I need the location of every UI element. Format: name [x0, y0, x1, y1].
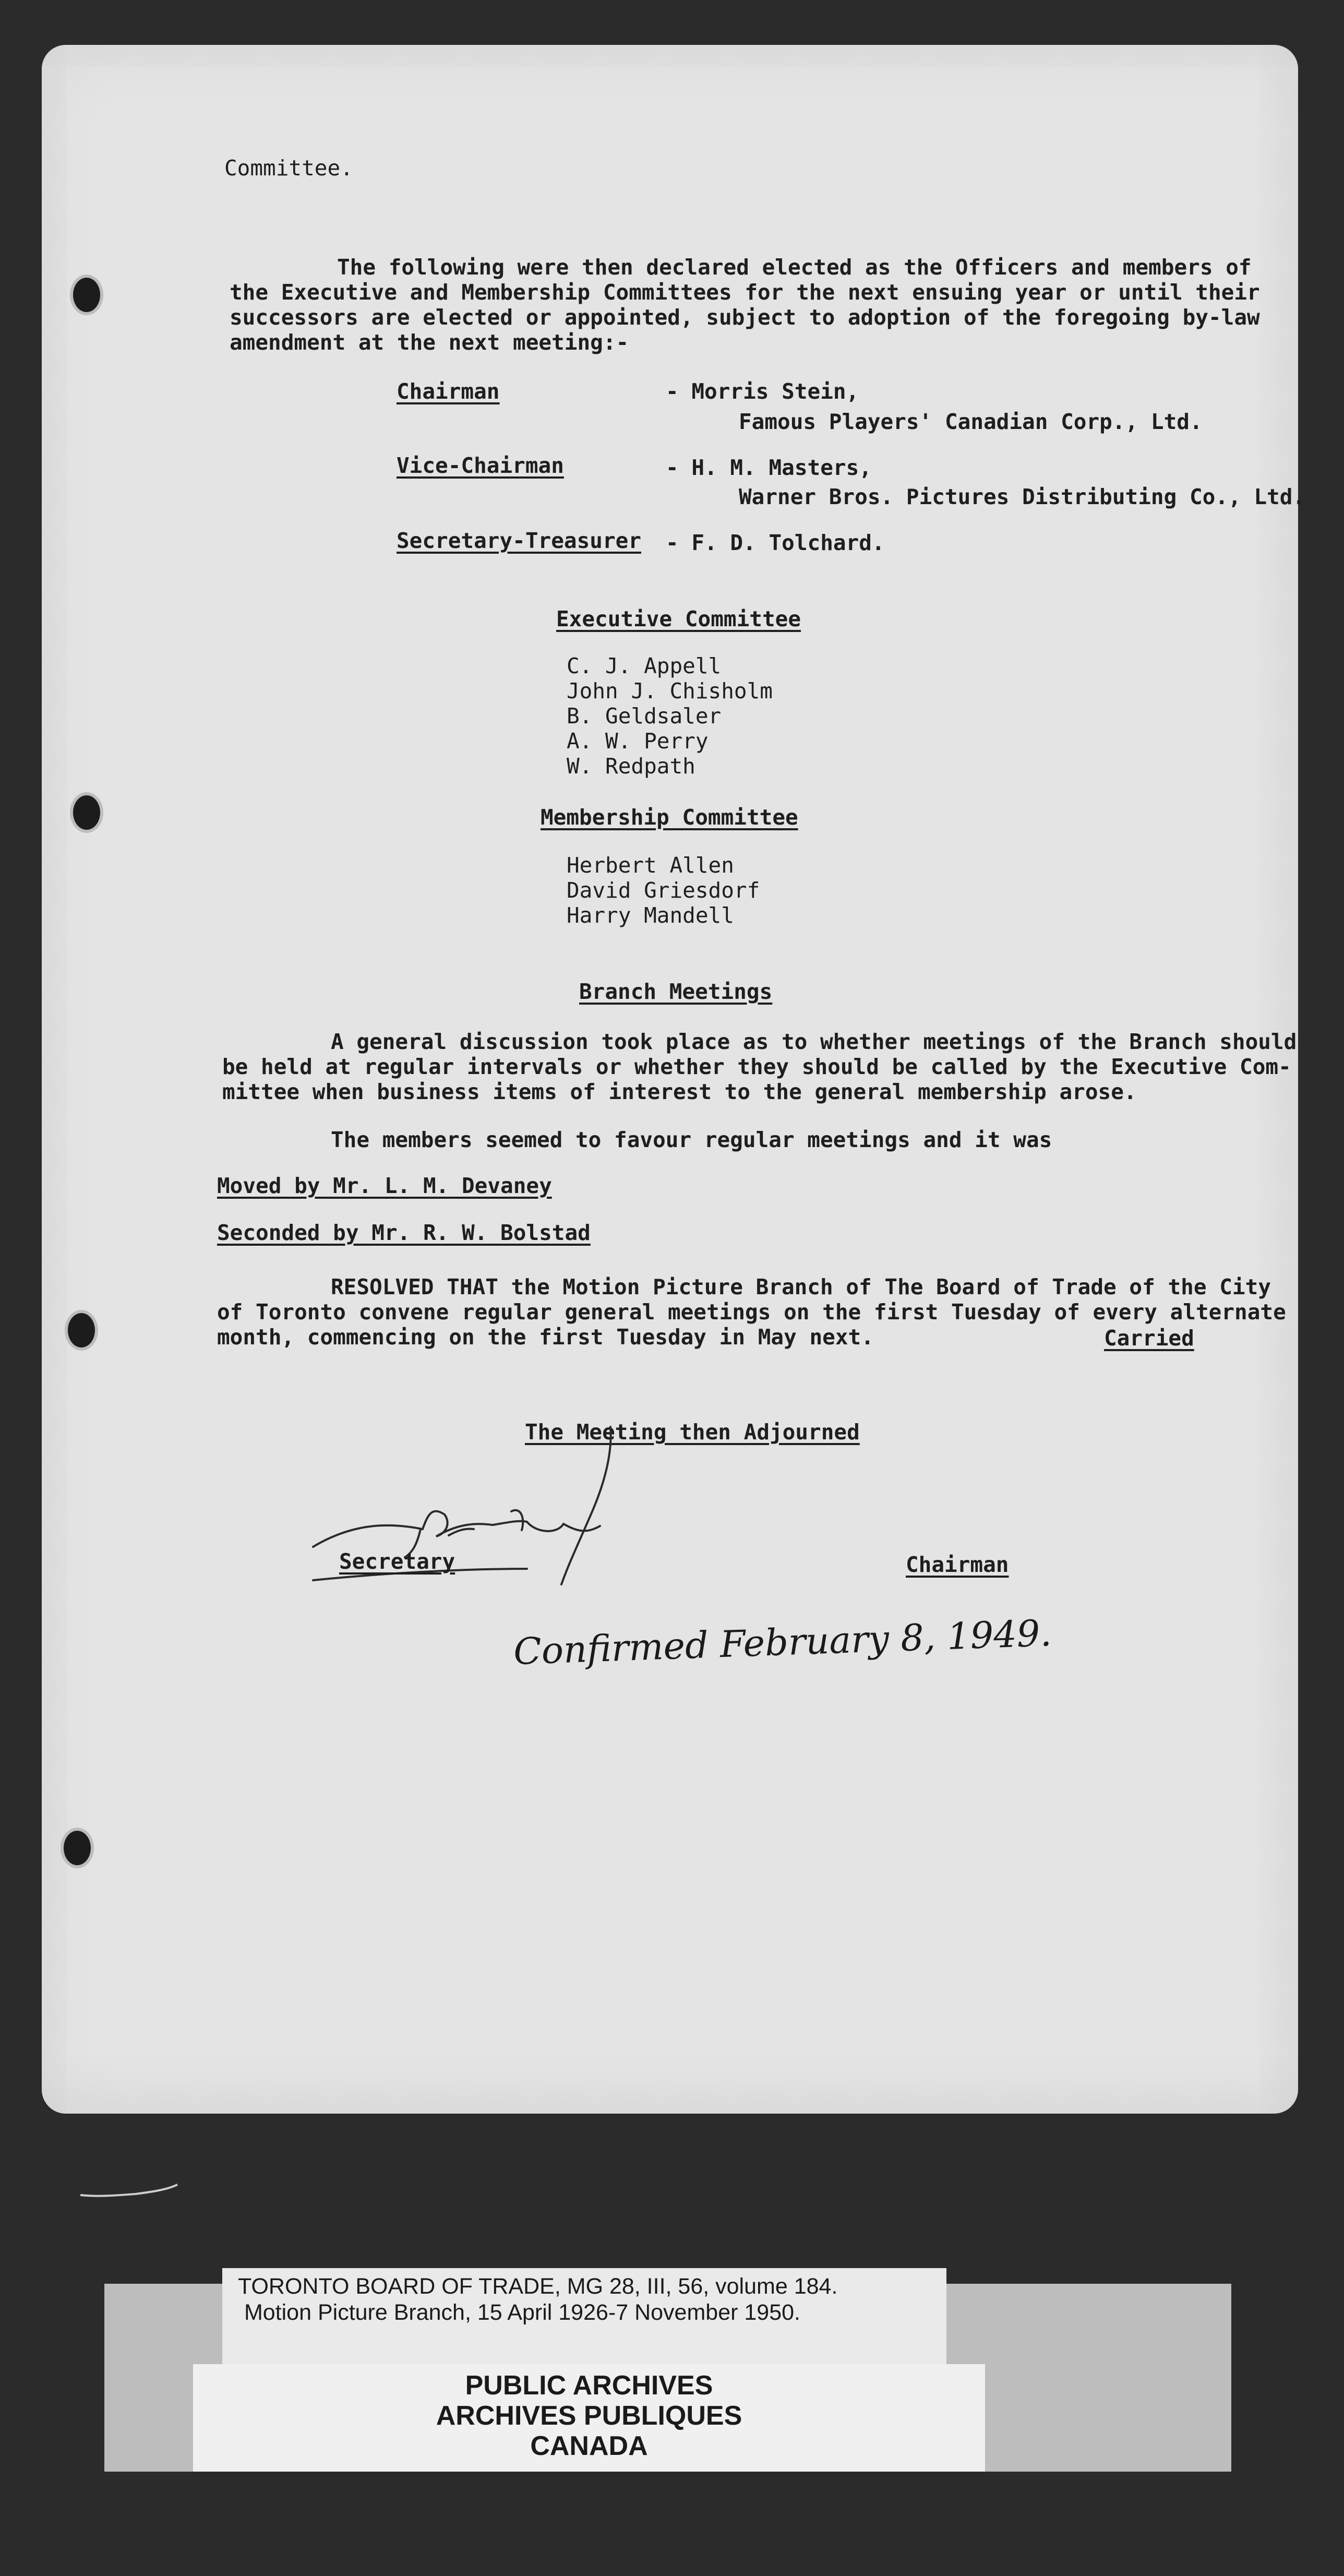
discussion-line: A general discussion took place as to whether meetings of the Branch should: [331, 1029, 1297, 1054]
intro-line: successors are elected or appointed, subject to adoption of the foregoing by-law: [230, 305, 1260, 330]
handwritten-confirmation: Confirmed February 8, 1949.: [512, 1612, 1052, 1673]
archive-reference-line: Motion Picture Branch, 15 April 1926-7 November 1950.: [238, 2300, 800, 2325]
moved-by: Moved by Mr. L. M. Devaney: [217, 1173, 552, 1198]
intro-line: amendment at the next meeting:-: [230, 330, 629, 355]
seconded-by: Seconded by Mr. R. W. Bolstad: [217, 1220, 591, 1245]
margin-scribble: [78, 2179, 183, 2205]
archive-reference-label: [222, 2268, 946, 2370]
membership-member: David Griesdorf: [567, 878, 760, 903]
chairman-label: Chairman: [906, 1552, 1009, 1577]
executive-member: John J. Chisholm: [567, 678, 773, 703]
officer-role-vice-chairman: Vice-Chairman: [397, 453, 564, 478]
resolution-line: of Toronto convene regular general meetings on the first Tuesday of every alternate: [217, 1299, 1286, 1325]
officer-name-chairman: - Morris Stein,: [666, 379, 859, 404]
executive-member: W. Redpath: [567, 754, 695, 779]
officer-name-vice-chairman: - H. M. Masters,: [666, 455, 872, 480]
branch-meetings-heading: Branch Meetings: [579, 979, 773, 1004]
executive-member: B. Geldsaler: [567, 703, 722, 729]
membership-member: Herbert Allen: [567, 853, 734, 878]
officer-affiliation-chairman: Famous Players' Canadian Corp., Ltd.: [739, 409, 1203, 434]
intro-line: the Executive and Membership Committees for the next ensuing year or until their: [230, 280, 1260, 305]
archive-stamp-line: PUBLIC ARCHIVES: [465, 2370, 713, 2401]
officer-affiliation-vice-chairman: Warner Bros. Pictures Distributing Co., Ltd.: [739, 484, 1306, 509]
membership-member: Harry Mandell: [567, 903, 734, 928]
members-favour-line: The members seemed to favour regular meetings and it was: [331, 1127, 1052, 1152]
carried-label: Carried: [1104, 1326, 1194, 1351]
archive-stamp: [193, 2364, 985, 2472]
document-page: [42, 45, 1306, 2114]
officer-name-secretary-treasurer: - F. D. Tolchard.: [666, 530, 885, 555]
secretary-label: Secretary: [339, 1549, 455, 1574]
intro-line: The following were then declared elected as the Officers and members of: [337, 255, 1252, 280]
archive-reference-line: TORONTO BOARD OF TRADE, MG 28, III, 56, volume 184.: [238, 2274, 838, 2299]
executive-member: A. W. Perry: [567, 729, 709, 754]
officer-role-secretary-treasurer: Secretary-Treasurer: [397, 528, 641, 553]
binder-hole: [65, 1310, 98, 1351]
discussion-line: be held at regular intervals or whether they should be called by the Executive Com-: [222, 1054, 1291, 1079]
binder-hole: [70, 792, 103, 833]
executive-member: C. J. Appell: [567, 653, 722, 678]
adjourned-line: The Meeting then Adjourned: [525, 1420, 860, 1445]
binder-hole: [61, 1828, 94, 1868]
officer-role-chairman: Chairman: [397, 379, 500, 404]
executive-committee-heading: Executive Committee: [556, 606, 801, 631]
archive-stamp-line: ARCHIVES PUBLIQUES: [436, 2401, 742, 2431]
archive-stamp-line: CANADA: [530, 2431, 648, 2461]
continuation-word: Committee.: [224, 156, 353, 181]
resolution-line: RESOLVED THAT the Motion Picture Branch of The Board of Trade of the City: [331, 1274, 1271, 1299]
discussion-line: mittee when business items of interest to the general membership arose.: [222, 1079, 1137, 1104]
membership-committee-heading: Membership Committee: [541, 805, 798, 830]
resolution-line: month, commencing on the first Tuesday in May next.: [217, 1325, 874, 1350]
binder-hole: [70, 275, 103, 315]
